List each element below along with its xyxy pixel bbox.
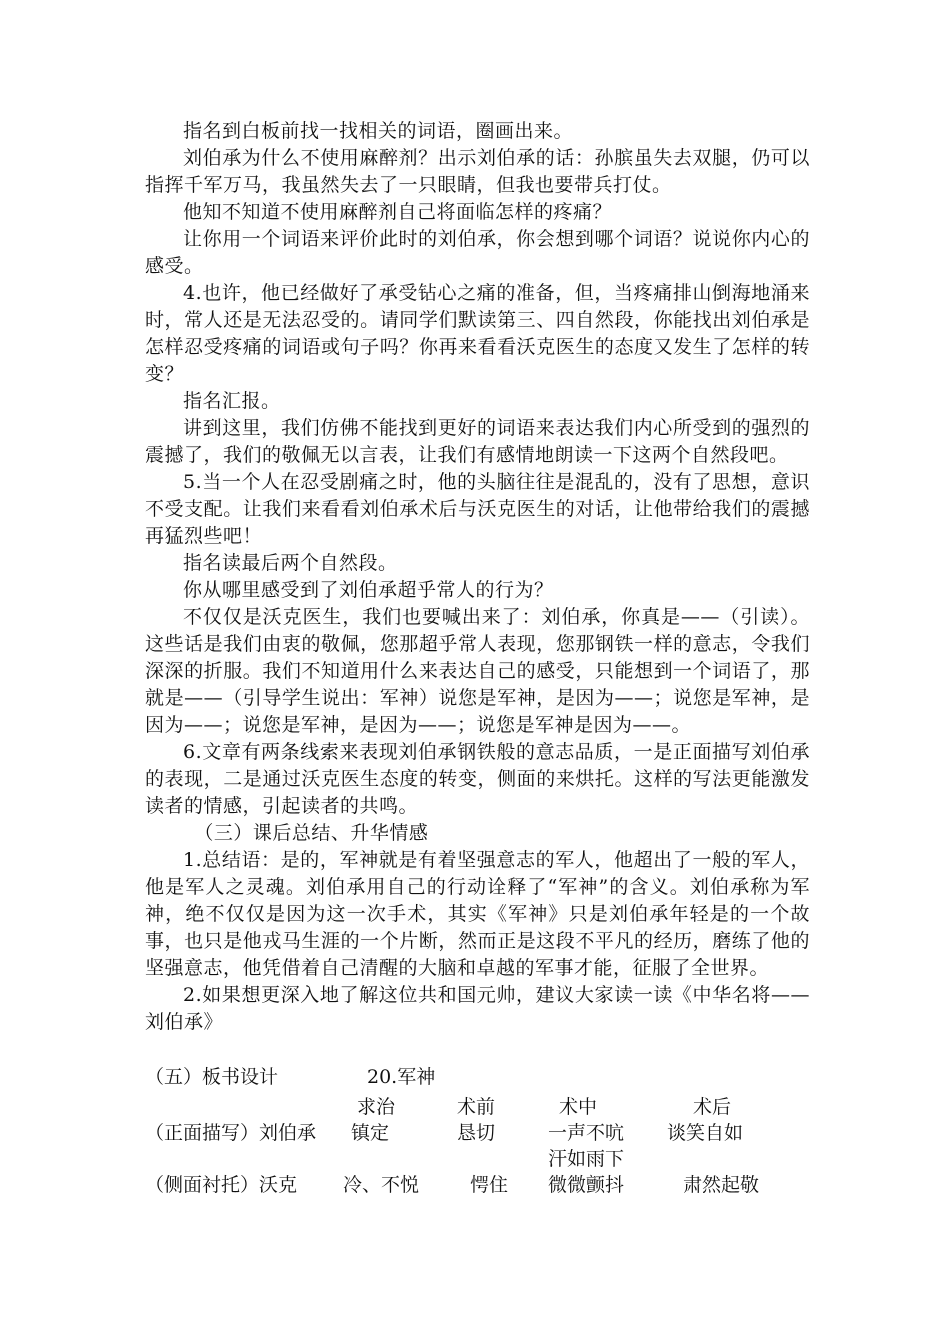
paragraph: 2.如果想更深入地了解这位共和国元帅，建议大家读一读《中华名将——刘伯承》 (145, 984, 810, 1033)
board-cell: 微微颤抖 (548, 1174, 625, 1196)
paragraph: 刘伯承为什么不使用麻醉剂？出示刘伯承的话：孙膑虽失去双腿，仍可以指挥千军万马，我虽然失去了一只眼睛，但我也要带兵打仗。 (145, 147, 810, 196)
board-cell: 冷、不悦 (343, 1174, 420, 1196)
board-cell: 镇定 (351, 1122, 390, 1144)
paragraph: 1.总结语：是的，军神就是有着坚强意志的军人，他超出了一般的军人，他是军人之灵魂。刘伯承用自己的行动诠释了“军神”的含义。刘伯承称为军神，绝不仅仅是因为这一次手术，其实《军神》只是刘伯承年轻是的一个故事，也只是他戎马生涯的一个片断，然而正是这段不平凡的经历，磨练了他的坚强意志，他凭借着自己清醒的大脑和卓越的军事才能，征服了全世界。 (145, 849, 810, 979)
paragraph: 指名读最后两个自然段。 (183, 552, 398, 574)
paragraph: 他知不知道不使用麻醉剂自己将面临怎样的疼痛？ (183, 201, 613, 223)
board-header: 术前 (457, 1096, 496, 1118)
board-title: 20.军神 (367, 1066, 436, 1088)
board-header: 术后 (693, 1096, 732, 1118)
paragraph: 不仅仅是沃克医生，我们也要喊出来了：刘伯承，你真是——（引读）。这些话是我们由衷的敬佩，您那超乎常人表现，您那钢铁一样的意志，令我们深深的折服。我们不知道用什么来表达自己的感受，只能想到一个词语了，那就是——（引导学生说出：军神）说您是军神，是因为——；说您是军神，是因为——；说您是军神，是因为——；说您是军神是因为——。 (145, 606, 810, 736)
board-cell: 一声不吭 (548, 1122, 625, 1144)
board-cell: 谈笑自如 (667, 1122, 744, 1144)
section-heading: （三）课后总结、升华情感 (194, 822, 429, 844)
paragraph: 指名汇报。 (183, 390, 281, 412)
board-row-label: （侧面衬托）沃克 (145, 1174, 298, 1196)
board-cell: 肃然起敬 (683, 1174, 760, 1196)
paragraph: 指名到白板前找一找相关的词语，圈画出来。 (183, 120, 574, 142)
paragraph: 4.也许，他已经做好了承受钻心之痛的准备，但，当疼痛排山倒海地涌来时，常人还是无法忍受的。请同学们默读第三、四自然段，你能找出刘伯承是怎样忍受疼痛的词语或句子吗？你再来看看沃克医生的态度又发生了怎样的转变？ (145, 282, 810, 385)
board-cell: 愕住 (470, 1174, 509, 1196)
board-header: 术中 (559, 1096, 598, 1118)
lesson-body (145, 118, 810, 1036)
board-section-label: （五）板书设计 (145, 1066, 279, 1088)
board-row-label: （正面描写）刘伯承 (145, 1122, 317, 1144)
board-cell: 汗如雨下 (548, 1148, 625, 1170)
paragraph: 让你用一个词语来评价此时的刘伯承，你会想到哪个词语？说说你内心的感受。 (145, 228, 810, 277)
board-cell: 恳切 (457, 1122, 496, 1144)
board-header: 求治 (357, 1096, 396, 1118)
paragraph: 讲到这里，我们仿佛不能找到更好的词语来表达我们内心所受到的强烈的震撼了，我们的敬佩无以言表，让我们有感情地朗读一下这两个自然段吧。 (145, 417, 810, 466)
paragraph: 5.当一个人在忍受剧痛之时，他的头脑往往是混乱的，没有了思想，意识不受支配。让我们来看看刘伯承术后与沃克医生的对话，让他带给我们的震撼再猛烈些吧！ (145, 471, 810, 547)
paragraph: 6.文章有两条线索来表现刘伯承钢铁般的意志品质，一是正面描写刘伯承的表现，二是通过沃克医生态度的转变，侧面的来烘托。这样的写法更能激发读者的情感，引起读者的共鸣。 (145, 741, 810, 817)
paragraph: 你从哪里感受到了刘伯承超乎常人的行为？ (183, 579, 554, 601)
